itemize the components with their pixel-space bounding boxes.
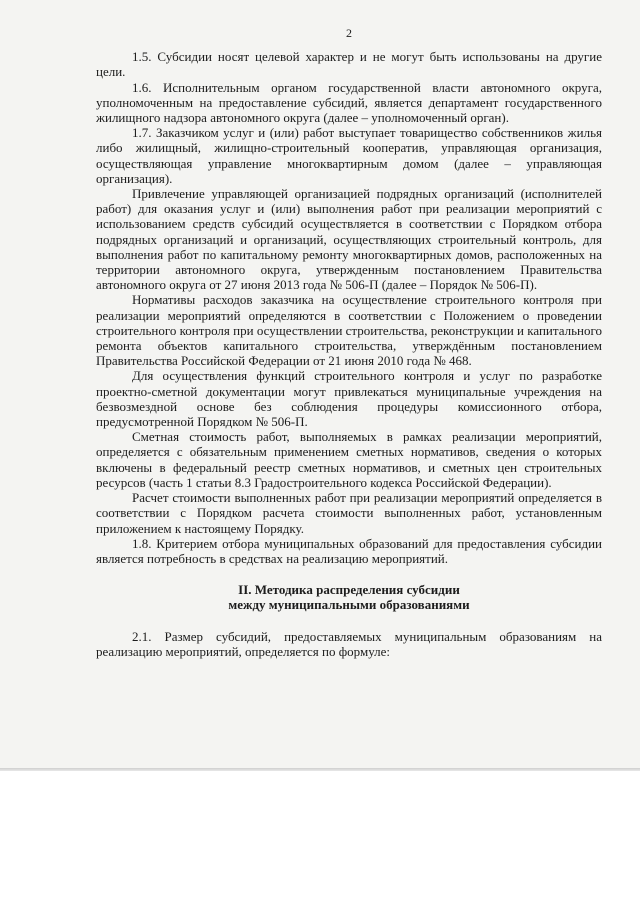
spacer (96, 613, 602, 629)
paragraph-1-7: 1.7. Заказчиком услуг и (или) работ выступает товарищество собственников жилья либо жилищный, жилищно-строительный кооператив, управляющая организация, осуществляющая управление многоквартирным домом (далее – управляющая организация). (96, 125, 602, 186)
paragraph-1-5: 1.5. Субсидии носят целевой характер и не могут быть использованы на другие цели. (96, 49, 602, 80)
document-page (96, 26, 602, 659)
paragraph-contractors: Привлечение управляющей организацией подрядных организаций (исполнителей работ) для оказания услуг и (или) выполнения работ при реализации мероприятий с использованием средств субсидий осуществляется в соответствии с Порядком отбора подрядных организаций и организаций, осуществляющих строительный контроль, для выполнения работ по капитальному ремонту многоквартирных домов, расположенных на территории автономного округа, утвержденным постановлением Правительства автономного округа от 27 июня 2013 года № 506-П (далее – Порядок № 506-П). (96, 186, 602, 293)
paragraph-cost-calculation: Расчет стоимости выполненных работ при реализации мероприятий определяется в соответствии с Порядком расчета стоимости выполненных работ, установленным приложением к настоящему Порядку. (96, 490, 602, 536)
paragraph-1-8: 1.8. Критерием отбора муниципальных образований для предоставления субсидии является потребность в средствах на реализацию мероприятий. (96, 535, 602, 566)
paragraph-norms: Нормативы расходов заказчика на осуществление строительного контроля при реализации мероприятий определяются в соответствии с Положением о проведении строительного контроля при осуществлении строительства, реконструкции и капитального ремонта объектов капитального строительства, утверждённым постановлением Правительства Российской Федерации от 21 июня 2010 года № 468. (96, 292, 602, 369)
paragraph-2-1: 2.1. Размер субсидий, предоставляемых муниципальным образованиям на реализацию мероприятий, определяется по формуле: (96, 628, 602, 659)
page-number: 2 (346, 26, 352, 40)
paragraph-construction-control: Для осуществления функций строительного контроля и услуг по разработке проектно-сметной документации могут привлекаться муниципальные учреждения на безвозмездной основе без соблюдения процедуры комиссионного отбора, предусмотренной Порядком № 506-П. (96, 368, 602, 430)
section-heading-line-2: между муниципальными образованиями (228, 597, 470, 613)
paragraph-estimate-cost: Сметная стоимость работ, выполняемых в рамках реализации мероприятий, определяется с обязательным применением сметных нормативов, сведения о которых включены в федеральный реестр сметных нормативов, и сметных цен строительных ресурсов (часть 1 статьи 8.3 Градостроительного кодекса Российской Федерации). (96, 429, 602, 490)
spacer (96, 566, 602, 582)
section-heading-line-1: II. Методика распределения субсидии (238, 582, 460, 598)
paragraph-1-6: 1.6. Исполнительным органом государственной власти автономного округа, уполномоченным на предоставление субсидий, является департамент государственного жилищного надзора автономного округа (далее – уполномоченный орган). (96, 79, 602, 126)
scan-bottom-edge (0, 768, 640, 771)
